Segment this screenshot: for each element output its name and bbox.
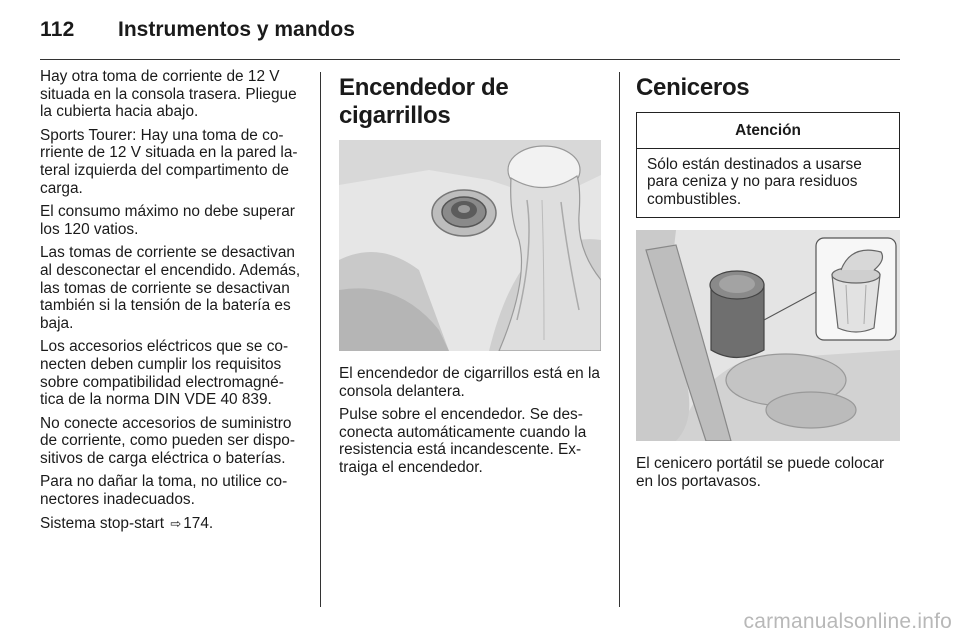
paragraph: Hay otra toma de corriente de 12 V situada en la consola trasera. Pliegue la cubierta hacia abajo. (40, 68, 297, 121)
header-divider (40, 59, 900, 60)
paragraph: El cenicero portátil se puede colocar en los portavasos. (636, 455, 885, 490)
cross-reference-text: Sistema stop-start (40, 514, 165, 532)
column-divider-left (320, 72, 321, 607)
paragraph: El consumo máximo no debe superar los 120 vatios. (40, 203, 295, 238)
section-heading: Ceniceros (636, 74, 750, 101)
ashtray-illustration (636, 230, 900, 441)
page-header (40, 18, 900, 58)
cross-reference[interactable] (40, 515, 302, 533)
paragraph: Los accesorios eléctricos que se conecten deben cumplir los requisitos sobre compatibilidad electromagnética de la norma DIN VDE 40 839. (40, 338, 289, 409)
section-heading: Encendedor de cigarrillos (339, 74, 509, 129)
page-number: 112 (40, 18, 75, 41)
column-divider-right (619, 72, 620, 607)
warning-title: Atención (637, 113, 899, 149)
column-ashtrays (636, 68, 900, 497)
watermark: carmanualsonline.info (743, 610, 952, 633)
paragraph: No conecte accesorios de suministro de corriente, como pueden ser dispositivos de carga eléctrica o baterías. (40, 414, 295, 467)
warning-text: Sólo están destinados a usarse para ceniza y no para residuos combustibles. (647, 155, 862, 208)
cross-reference-page: 174. (183, 514, 214, 532)
paragraph: El encendedor de cigarrillos está en la consola delantera. (339, 365, 600, 400)
column-power-outlets (40, 68, 302, 538)
warning-box (636, 112, 900, 218)
column-cigarette-lighter (339, 68, 601, 483)
paragraph: Para no dañar la toma, no utilice conectores inadecuados. (40, 473, 288, 509)
paragraph: Las tomas de corriente se desactivan al desconectar el encendido. Además, las tomas de corriente se desactivan también si la tensión de la batería es baja. (40, 244, 301, 332)
cigarette-lighter-illustration (339, 140, 601, 351)
paragraph: Pulse sobre el encendedor. Se desconecta automáticamente cuando la resistencia está incandescente. Extraiga el encendedor. (339, 406, 587, 476)
page-arrow-icon: ⇨ (170, 515, 182, 531)
chapter-title: Instrumentos y mandos (118, 18, 355, 41)
paragraph: Sports Tourer: Hay una toma de corriente de 12 V situada en la pared lateral izquierda del compartimento de carga. (40, 126, 298, 197)
